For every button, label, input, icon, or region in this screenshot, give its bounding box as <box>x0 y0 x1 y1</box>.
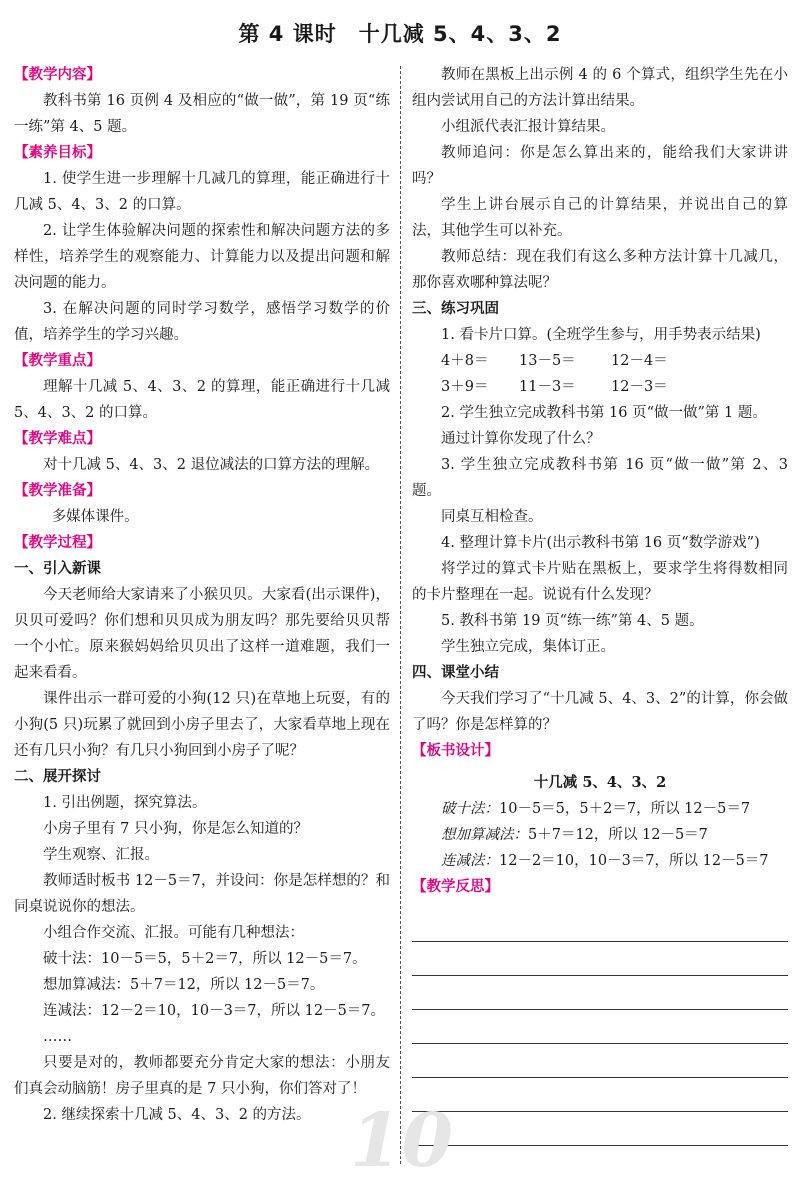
board-title: 十几减 5、4、3、2 <box>533 774 667 791</box>
board-line <box>412 822 788 848</box>
goal-2: 2. 让学生体验解决问题的探索性和解决问题方法的多样性，培养学生的观察能力、计算能力以及提出问题和解决问题的能力。 <box>14 223 390 291</box>
paragraph: 只要是对的，教师都要充分肯定大家的想法：小朋友们真会动脑筋！房子里真的是 7 只小狗，你们答对了！ <box>14 1055 390 1097</box>
writing-line <box>412 1078 788 1112</box>
section-tag-goals: 【素养目标】 <box>14 145 101 161</box>
writing-line <box>412 1112 788 1146</box>
board-label: 想加算减法： <box>441 827 528 843</box>
writing-line <box>412 942 788 976</box>
paragraph: 教师总结：现在我们有这么多种方法计算十几减几，那你喜欢哪种算法呢？ <box>412 249 788 291</box>
paragraph: 课件出示一群可爱的小狗(12 只)在草地上玩耍，有的小狗(5 只)玩累了就回到小房子里去了，大家看草地上现在还有几只小狗？有几只小狗回到小房子了呢？ <box>14 691 390 759</box>
writing-line <box>412 908 788 942</box>
paragraph: 学生观察、汇报。 <box>43 847 159 863</box>
section-tag-reflect: 【教学反思】 <box>412 879 499 895</box>
equation: 11－3＝ <box>519 379 576 395</box>
equation: 3＋9＝ <box>441 379 489 395</box>
paragraph: 小房子里有 7 只小狗，你是怎么知道的？ <box>43 821 308 837</box>
paragraph: 教师追问：你是怎么算出来的，能给我们大家讲讲吗？ <box>412 145 788 187</box>
equation-row <box>412 348 788 374</box>
goal-3: 3. 在解决问题的同时学习数学，感悟学习数学的价值，培养学生的学习兴趣。 <box>14 301 390 343</box>
column-divider <box>400 66 401 1164</box>
paragraph: 4. 整理计算卡片(出示教科书第 16 页“数学游戏”) <box>441 535 760 551</box>
paragraph: 1. 引出例题，探究算法。 <box>43 795 207 811</box>
equation: 4＋8＝ <box>441 353 489 369</box>
left-column <box>14 62 390 1128</box>
equation-row <box>412 374 788 400</box>
section-tag-content: 【教学内容】 <box>14 67 101 83</box>
board-equation: 10－5＝5，5＋2＝7，所以 12－5＝7 <box>499 801 751 817</box>
right-column <box>412 62 788 1146</box>
page-title: 第 4 课时 十几减 5、4、3、2 <box>238 22 562 46</box>
paragraph: 教师在黑板上出示例 4 的 6 个算式，组织学生先在小组内尝试用自己的方法计算出结果。 <box>412 67 788 109</box>
board-label: 破十法： <box>441 801 499 817</box>
equation: 12－3＝ <box>611 379 668 395</box>
paragraph: 小组派代表汇报计算结果。 <box>441 119 615 135</box>
writing-line <box>412 976 788 1010</box>
paragraph: 同桌互相检查。 <box>441 509 543 525</box>
writing-line <box>412 1010 788 1044</box>
paragraph: 小组合作交流、汇报。可能有几种想法： <box>43 925 304 941</box>
heading-intro: 一、引入新课 <box>14 561 101 577</box>
board-label: 连减法： <box>441 853 499 869</box>
ellipsis: …… <box>43 1029 72 1045</box>
board-line <box>412 796 788 822</box>
paragraph: 2. 学生独立完成教科书第 16 页“做一做”第 1 题。 <box>441 405 767 421</box>
paragraph: 1. 看卡片口算。(全班学生参与，用手势表示结果) <box>441 327 761 343</box>
heading-explore: 二、展开探讨 <box>14 769 101 785</box>
reflection-lines <box>412 908 788 1146</box>
board-equation: 12－2＝10，10－3＝7，所以 12－5＝7 <box>499 853 769 869</box>
paragraph: 2. 继续探索十几减 5、4、3、2 的方法。 <box>43 1107 311 1123</box>
writing-line <box>412 1044 788 1078</box>
section-tag-difficult: 【教学难点】 <box>14 431 101 447</box>
paragraph: 3. 学生独立完成教科书第 16 页“做一做”第 2、3 题。 <box>412 457 788 499</box>
section-tag-key: 【教学重点】 <box>14 353 101 369</box>
method-add-to-subtract: 想加算减法：5＋7＝12，所以 12－5＝7。 <box>43 977 325 993</box>
prep-text: 多媒体课件。 <box>51 509 139 525</box>
heading-summary: 四、课堂小结 <box>412 665 499 681</box>
paragraph: 学生独立完成，集体订正。 <box>441 639 615 655</box>
method-break-ten: 破十法：10－5＝5，5＋2＝7，所以 12－5＝7。 <box>43 951 367 967</box>
method-continuous-subtract: 连减法：12－2＝10，10－3＝7，所以 12－5＝7。 <box>43 1003 386 1019</box>
goal-1: 1. 使学生进一步理解十几减几的算理，能正确进行十几减 5、4、3、2 的口算。 <box>14 171 390 213</box>
paragraph: 教师适时板书 12－5＝7，并设问：你是怎样想的？和同桌说说你的想法。 <box>14 873 390 915</box>
equation: 13－5＝ <box>519 353 576 369</box>
section-tag-process: 【教学过程】 <box>14 535 101 551</box>
difficult-point-text: 对十几减 5、4、3、2 退位减法的口算方法的理解。 <box>43 457 380 473</box>
paragraph: 今天我们学习了“十几减 5、4、3、2”的计算，你会做了吗？你是怎样算的？ <box>412 691 788 733</box>
section-tag-prep: 【教学准备】 <box>14 483 101 499</box>
heading-practice: 三、练习巩固 <box>412 301 499 317</box>
paragraph: 将学过的算式卡片贴在黑板上，要求学生将得数相同的卡片整理在一起。说说有什么发现？ <box>412 561 788 603</box>
equation: 12－4＝ <box>611 353 668 369</box>
paragraph: 通过计算你发现了什么？ <box>441 431 601 447</box>
content-text: 教科书第 16 页例 4 及相应的“做一做”，第 19 页“练一练”第 4、5 题。 <box>14 93 390 135</box>
page-number: 10 <box>350 1098 453 1184</box>
board-line <box>412 848 788 874</box>
board-equation: 5＋7＝12，所以 12－5＝7 <box>528 827 708 843</box>
paragraph: 今天老师给大家请来了小猴贝贝。大家看(出示课件)，贝贝可爱吗？你们想和贝贝成为朋友吗？那先要给贝贝帮一个小忙。原来猴妈妈给贝贝出了这样一道难题，我们一起来看看。 <box>14 587 390 681</box>
paragraph: 5. 教科书第 19 页“练一练”第 4、5 题。 <box>441 613 704 629</box>
key-point-text: 理解十几减 5、4、3、2 的算理，能正确进行十几减 5、4、3、2 的口算。 <box>14 379 390 421</box>
paragraph: 学生上讲台展示自己的计算结果，并说出自己的算法，其他学生可以补充。 <box>412 197 788 239</box>
section-tag-board: 【板书设计】 <box>412 743 499 759</box>
